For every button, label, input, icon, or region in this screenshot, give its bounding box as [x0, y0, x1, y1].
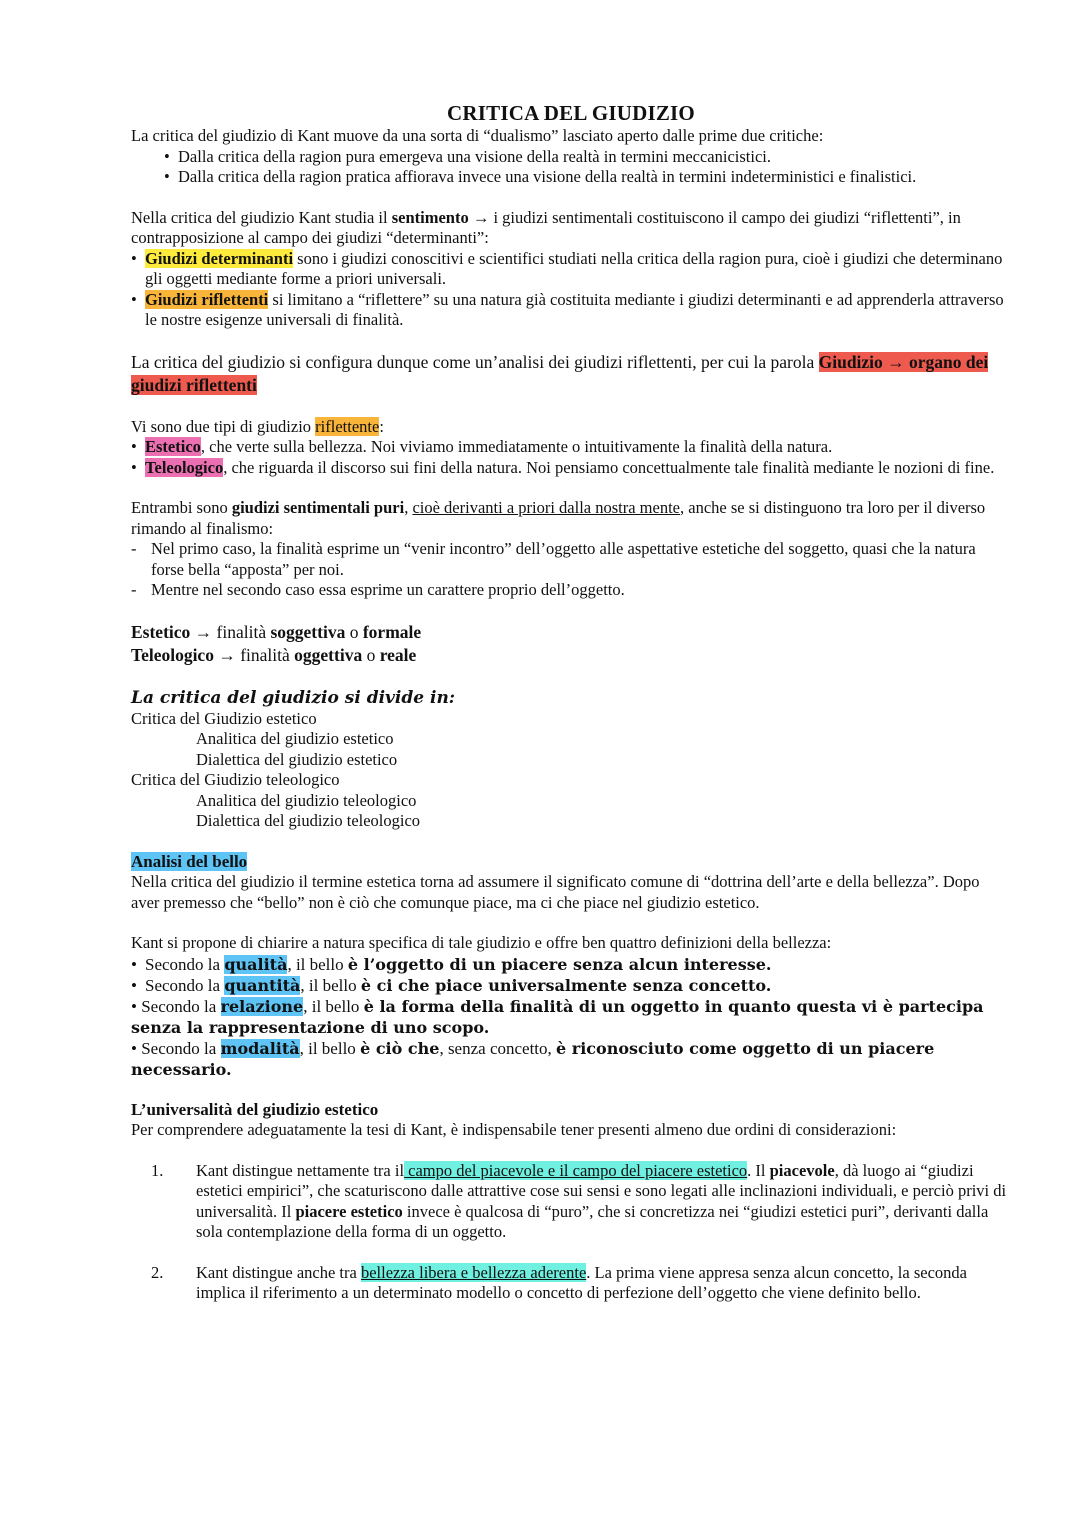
- considerazione-item: 2. Kant distingue anche tra bellezza libera e bellezza aderente. La prima viene appresa senza alcun concetto, la seconda implica il riferimento a un determinato modello o concetto di perfezione dell’oggetto che viene definito bello.: [151, 1262, 967, 1302]
- highlight-determinanti: Giudizi determinanti: [145, 248, 294, 268]
- secondo-caso-item: - Mentre nel secondo caso essa esprime un carattere proprio dell’oggetto.: [131, 580, 1011, 601]
- divisione-subitem: Dialettica del giudizio teleologico: [196, 811, 421, 830]
- universalita-intro: Per comprendere adeguatamente la tesi di Kant, è indispensabile tener presenti almeno due ordini di considerazioni:: [131, 1120, 897, 1139]
- document-title: CRITICA DEL GIUDIZIO: [447, 101, 695, 125]
- divisione-item: Critica del Giudizio estetico: [131, 708, 317, 728]
- considerazione-item: 1. Kant distingue nettamente tra il campo del piacevole e il campo del piacere estetico. Il piacevole, dà luogo ai “giudizi estetici empirici”, che scaturiscono dalle attrattive cose sui sensi e sono legati alle inclinazioni individuali, e perciò privi di universalità. Il piacere estetico invece è qualcosa di “puro”, che si concretizza nei “giudizi estetici puri”, derivanti dalla sola contemplazione della forma di un oggetto.: [151, 1160, 1007, 1241]
- highlight-riflettenti: Giudizi riflettenti: [145, 289, 269, 309]
- primo-caso-item: - Nel primo caso, la finalità esprime un “venir incontro” dell’oggetto alle aspettative estetiche del soggetto, quasi che la natura forse bella “apposta” per noi.: [131, 539, 1011, 580]
- divisione-title: La critica del giudizio si divide in:: [131, 687, 456, 708]
- highlight-teleologico: Teleologico: [145, 457, 224, 477]
- giudizi-riflettenti-item: • Giudizi riflettenti si limitano a “riflettere” su una natura già costituita mediante i giudizi determinanti e ad apprenderla attraverso le nostre esigenze universali di finalità.: [131, 290, 1011, 331]
- definizione-item: • Secondo la quantità, il bello è ci che piace universalmente senza concetto.: [131, 975, 1011, 996]
- divisione-item: Critica del Giudizio teleologico: [131, 770, 340, 789]
- highlight-relazione: relazione: [220, 996, 304, 1016]
- tipi-intro: Vi sono due tipi di giudizio riflettente:: [131, 416, 384, 436]
- finalita-teleologico: Teleologico → finalità oggettiva o reale: [131, 644, 417, 665]
- intro-text: La critica del giudizio di Kant muove da una sorta di “dualismo” lasciato aperto dalle prime due critiche:: [131, 126, 824, 145]
- highlight-riflettente: riflettente: [315, 416, 380, 436]
- analisi-bello-heading: Analisi del bello: [131, 851, 248, 871]
- bello-paragraph-1: Nella critica del giudizio il termine estetica torna ad assumere il significato comune di “dottrina dell’arte e della bellezza”. Dopo aver premesso che “bello” non è ciò che comunque piace, ma ci che piace nel giudizio estetico.: [131, 872, 980, 912]
- intro-bullet: • Dalla critica della ragion pura emergeva una visione della realtà in termini meccanicistici.: [178, 147, 1011, 168]
- considerazioni-list: [131, 1161, 1011, 1304]
- definizioni-list: [131, 954, 1011, 1080]
- intro-bullet: • Dalla critica della ragion pratica affiorava invece una visione della realtà in termini indeterministici e finalistici.: [178, 167, 1011, 188]
- intro-bullet-list: [131, 147, 1011, 188]
- divisione-subitem: Analitica del giudizio teleologico: [196, 790, 417, 810]
- divisione-subitem: Dialettica del giudizio estetico: [196, 749, 398, 769]
- conclusione-paragraph: La critica del giudizio si configura dunque come un’analisi dei giudizi riflettenti, per cui la parola Giudizio → organo dei giudizi riflettenti: [131, 351, 989, 395]
- highlight-estetico: Estetico: [145, 437, 201, 456]
- highlight-organo: Giudizio → organo dei giudizi riflettenti: [131, 351, 989, 395]
- giudizi-determinanti-item: • Giudizi determinanti sono i giudizi conoscitivi e scientifici studiati nella critica della ragion pura, cioè i giudizi che determinano gli oggetti mediante forme a priori universali.: [131, 249, 1011, 290]
- universalita-heading: L’universalità del giudizio estetico: [131, 1099, 379, 1119]
- entrambi-paragraph: Entrambi sono giudizi sentimentali puri, cioè derivanti a priori dalla nostra mente, anche se si distinguono tra loro per il diverso rimando al finalismo:: [131, 498, 986, 538]
- highlight-bellezza: bellezza libera e bellezza aderente: [360, 1262, 587, 1282]
- finalita-estetico: Estetico → finalità soggettiva o formale: [131, 621, 422, 642]
- estetico-item: • Estetico, che verte sulla bellezza. Noi viviamo immediatamente o intuitivamente la finalità della natura.: [131, 437, 1011, 458]
- bello-paragraph-2: Kant si propone di chiarire a natura specifica di tale giudizio e offre ben quattro definizioni della bellezza:: [131, 933, 832, 952]
- highlight-qualita: qualità: [224, 954, 288, 974]
- divisione-subitem: Analitica del giudizio estetico: [196, 729, 394, 748]
- highlight-modalita: modalità: [220, 1038, 300, 1058]
- document-page: [131, 100, 1011, 1304]
- teleologico-item: • Teleologico, che riguarda il discorso sui fini della natura. Noi pensiamo concettualmente tale finalità mediante le nozioni di fine.: [131, 458, 1011, 479]
- definizione-item: • Secondo la qualità, il bello è l’oggetto di un piacere senza alcun interesse.: [131, 954, 1011, 975]
- definizione-item: • Secondo la relazione, il bello è la forma della finalità di un oggetto in quanto questa vi è partecipa senza la rappresentazione di uno scopo.: [131, 996, 984, 1037]
- sentimento-paragraph: Nella critica del giudizio Kant studia il sentimento → i giudizi sentimentali costituiscono il campo dei giudizi “riflettenti”, in contrapposizione al campo dei giudizi “determinanti”:: [131, 207, 961, 247]
- definizione-item: • Secondo la modalità, il bello è ciò che, senza concetto, è riconosciuto come oggetto di un piacere necessario.: [131, 1038, 935, 1079]
- highlight-piacevole: campo del piacevole e il campo del piacere estetico: [404, 1160, 748, 1180]
- highlight-quantita: quantità: [224, 975, 301, 995]
